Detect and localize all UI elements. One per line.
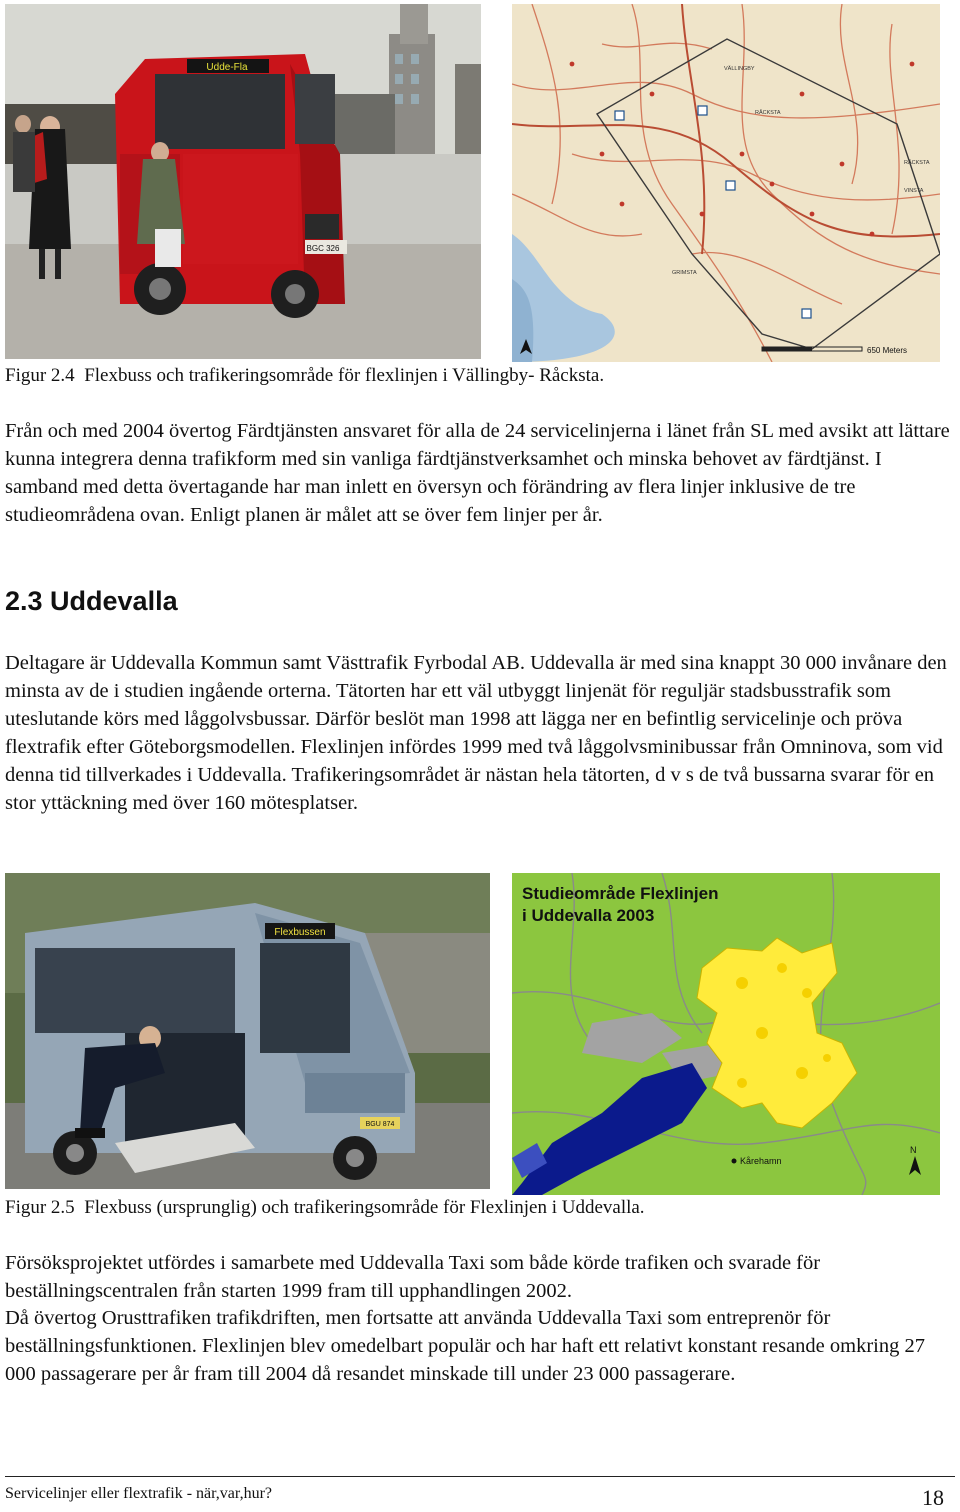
body-paragraph: Försöksprojektet utfördes i samarbete med Uddevalla Taxi som både körde trafiken och svarade för beställningscentralen från starten 1999 fram till upphandlingen 2002. <box>5 1252 821 1302</box>
map-place-label: Kårehamn <box>740 1156 782 1166</box>
bus-license-plate: BGC 326 <box>306 244 340 253</box>
footer-divider <box>5 1476 955 1477</box>
map-place-label: RÅCKSTA <box>755 110 781 116</box>
figure-caption <box>5 364 604 387</box>
figure-caption-text: Flexbuss (ursprunglig) och trafikeringsområde för Flexlinjen i Uddevalla. <box>84 1197 645 1218</box>
bus-destination-sign: Flexbussen <box>274 927 326 938</box>
footer-running-title: Servicelinjer eller flextrafik - när,var,hur? <box>5 1485 273 1502</box>
map-place-label: VÄLLINGBY <box>724 66 755 72</box>
map-place-label: RÅCKSTA <box>904 160 930 166</box>
figure-caption-text: Flexbuss och trafikeringsområde för flexlinjen i Vällingby- Råcksta. <box>84 365 605 386</box>
map-title: i Uddevalla 2003 <box>522 906 655 925</box>
figure-caption <box>5 1196 645 1219</box>
body-paragraph: Deltagare är Uddevalla Kommun samt Västtrafik Fyrbodal AB. Uddevalla är med sina knappt 30 000 invånare den minsta av de i studien ingående orterna. Tätorten har ett väl utbyggt linjenät för reguljär stadsbusstrafik som uteslutande körs med låggolvsbussar. Därför beslöt man 1998 att lägga ner en befintlig servicelinje och pröva flextrafik efter Göteborgsmodellen. Flexlinjen infördes 1999 med två låggolvsminibussar från Omninova, som vid denna tid tillverkades i Uddevalla. Trafikeringsområdet är nästan hela tätorten, d v s de två bussarna svarar för en stor yttäckning med över 160 mötesplatser. <box>5 652 947 814</box>
figure-label: Figur 2.4 <box>5 365 75 386</box>
map-place-label: GRIMSTA <box>672 270 697 276</box>
bus-photo-uddevalla <box>5 873 490 1189</box>
figure-label: Figur 2.5 <box>5 1197 75 1218</box>
map-place-label: VINSTA <box>904 188 924 194</box>
body-paragraph: Då övertog Orusttrafiken trafikdriften, men fortsatte att använda Uddevalla Taxi som entreprenör för beställningsfunktionen. Flexlinjen blev omedelbart populär och har haft ett relativt konstant resande omkring 27 000 passagerare per år fram till 2004 då resandet minskade till under 23 000 passagerare. <box>5 1307 925 1385</box>
page-number: 18 <box>922 1485 944 1510</box>
section-heading: 2.3 Uddevalla <box>5 586 178 616</box>
bus-license-plate: BGU 874 <box>365 1121 395 1128</box>
bus-destination-sign: Udde-Fla <box>206 62 248 73</box>
north-label: N <box>910 1145 917 1155</box>
bus-photo-vallingby <box>5 4 481 359</box>
map-title: Studieområde Flexlinjen <box>522 884 719 903</box>
body-paragraph: Från och med 2004 övertog Färdtjänsten ansvaret för alla de 24 servicelinjerna i länet från SL med avsikt att lättare kunna integrera denna trafikform med sin vanliga färdtjänstverksamhet och minska behovet av färdtjänst. I samband med detta övertagande har man inlett en översyn och förändring av flera linjer inklusive de tre studieområdena ovan. Enligt planen är målet att se över fem linjer per år. <box>5 420 950 526</box>
map-scale-label: 650 Meters <box>867 346 908 355</box>
map-uddevalla-study-area <box>512 873 940 1195</box>
map-vallingby-racksta <box>512 4 940 362</box>
